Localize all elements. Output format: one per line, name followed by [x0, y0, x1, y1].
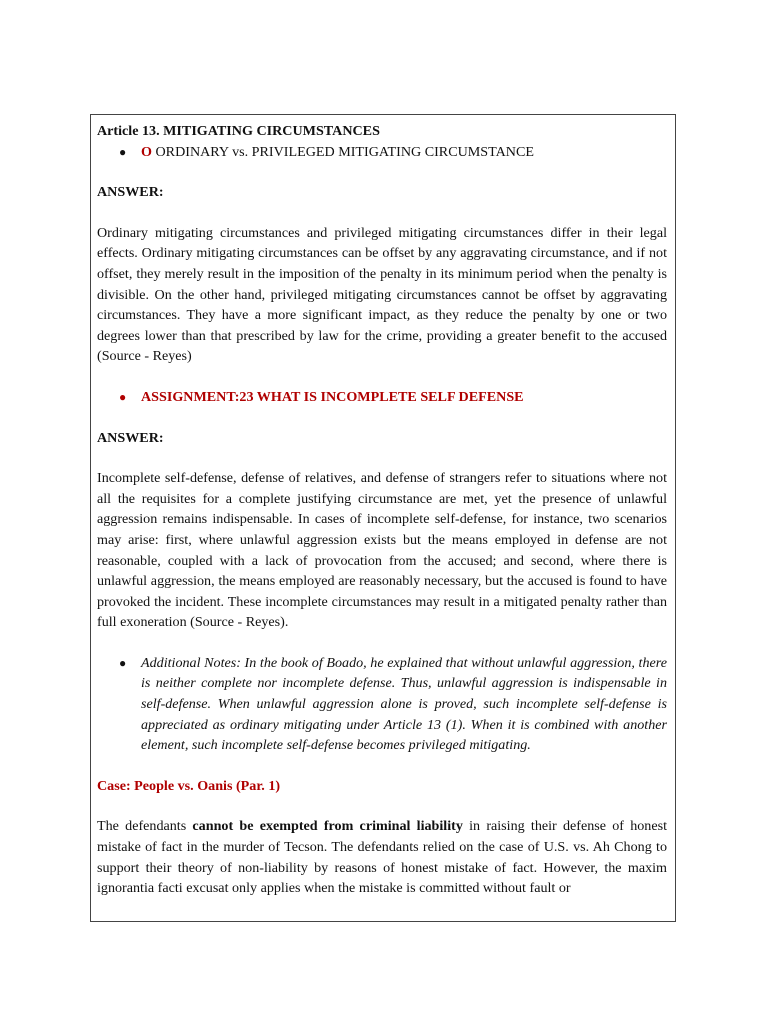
bullet-text: ORDINARY vs. PRIVILEGED MITIGATING CIRCUMSTANCE [155, 143, 534, 160]
answer-label-2: ANSWER: [97, 429, 164, 446]
article-title: Article 13. MITIGATING CIRCUMSTANCES [97, 123, 380, 139]
case-title: Case: People vs. Oanis (Par. 1) [97, 777, 281, 794]
assignment-title: ASSIGNMENT:23 WHAT IS INCOMPLETE SELF DEFENSE [141, 388, 524, 405]
case-text-before: The defendants [97, 818, 193, 835]
answer-paragraph-1: Ordinary mitigating circumstances and privileged mitigating circumstances differ in their legal effects. Ordinary mitigating circumstances can be offset by any aggravating circumstance, and if not offset, they merely result in the imposition of the penalty in its minimum period when the penalty is divisible. On the other hand, privileged mitigating circumstances cannot be offset by aggravating circumstances. They have a more significant impact, as they reduce the penalty by one or two degrees lower than that prescribed by law for the crime, providing a greater benefit to the accused (Source - Reyes) [97, 224, 667, 365]
answer-paragraph-2: Incomplete self-defense, defense of relatives, and defense of strangers refer to situations where not all the requisites for a complete justifying circumstance are met, yet the presence of unlawful aggression remains indispensable. In cases of incomplete self-defense, for instance, two scenarios may arise: first, where unlawful aggression exists but the means employed in defense are not reasonable, coupled with a lack of provocation from the accused; and second, where there is unlawful aggression, the means employed are reasonably necessary, but the accused is found to have provoked the incident. These incomplete circumstances may result in a mitigated penalty rather than full exoneration (Source - Reyes). [97, 470, 667, 631]
document-content [91, 115, 675, 899]
bullet-icon: ● [119, 389, 127, 404]
article-bullet [97, 142, 667, 163]
additional-note [97, 653, 667, 756]
case-text-after: in raising their defense of honest mistake of fact in the murder of Tecson. The defendants relied on the case of U.S. vs. Ah Chong to support their theory of non-liability by reasons of honest mistake of fact. However, the maxim ignorantia facti excusat only applies when the mistake is committed without fault or [97, 818, 667, 897]
case-text-bold: cannot be exempted from criminal liability [192, 818, 463, 835]
note-text: Additional Notes: In the book of Boado, he explained that without unlawful aggression, there is neither complete nor incomplete defense. Thus, unlawful aggression is indispensable in self-defense. When unlawful aggression alone is proved, such incomplete self-defense is appreciated as ordinary mitigating under Article 13 (1). When it is combined with another element, such incomplete self-defense becomes privileged mitigating. [141, 654, 667, 754]
assignment-bullet [97, 387, 667, 408]
answer-label-1: ANSWER: [97, 184, 164, 201]
bullet-marker: O [141, 143, 152, 160]
bullet-icon: ● [119, 655, 127, 670]
bullet-icon: ● [119, 144, 127, 159]
case-paragraph [97, 816, 667, 898]
document-page [90, 114, 676, 922]
